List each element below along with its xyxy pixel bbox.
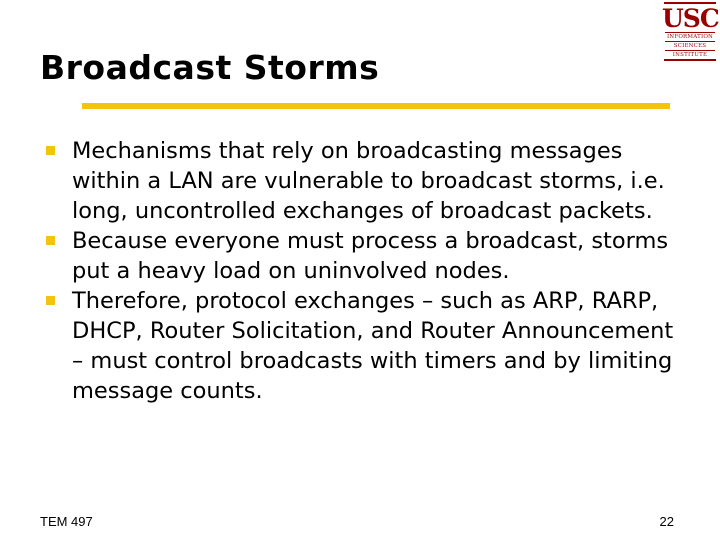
square-bullet-icon — [46, 146, 55, 155]
bullet-item — [44, 226, 684, 286]
square-bullet-icon — [46, 236, 55, 245]
footer-page-number: 22 — [659, 514, 674, 529]
logo-line-institute: INSTITUTE — [665, 50, 715, 59]
bullet-text: Mechanisms that rely on broadcasting messages within a LAN are vulnerable to broadcast storms, i.e. long, uncontrolled exchanges of broadcast packets. — [72, 138, 665, 224]
footer-course: TEM 497 — [40, 514, 93, 529]
bullet-item — [44, 286, 684, 406]
logo-line-sciences: SCIENCES — [665, 41, 715, 50]
logo-bottom-rule — [664, 59, 716, 61]
square-bullet-icon — [46, 296, 55, 305]
logo-mark: USC — [662, 4, 719, 33]
title-underline — [82, 103, 670, 109]
logo-line-information: INFORMATION — [666, 34, 714, 40]
bullet-text: Therefore, protocol exchanges – such as ARP, RARP, DHCP, Router Solicitation, and Router Announcement – must control broadcasts with timers and by limiting message counts. — [72, 288, 674, 404]
bullet-list — [44, 136, 684, 406]
usc-isi-logo — [662, 2, 718, 66]
bullet-item — [44, 136, 684, 226]
bullet-text: Because everyone must process a broadcast, storms put a heavy load on uninvolved nodes. — [72, 228, 669, 284]
slide-title: Broadcast Storms — [40, 48, 380, 87]
